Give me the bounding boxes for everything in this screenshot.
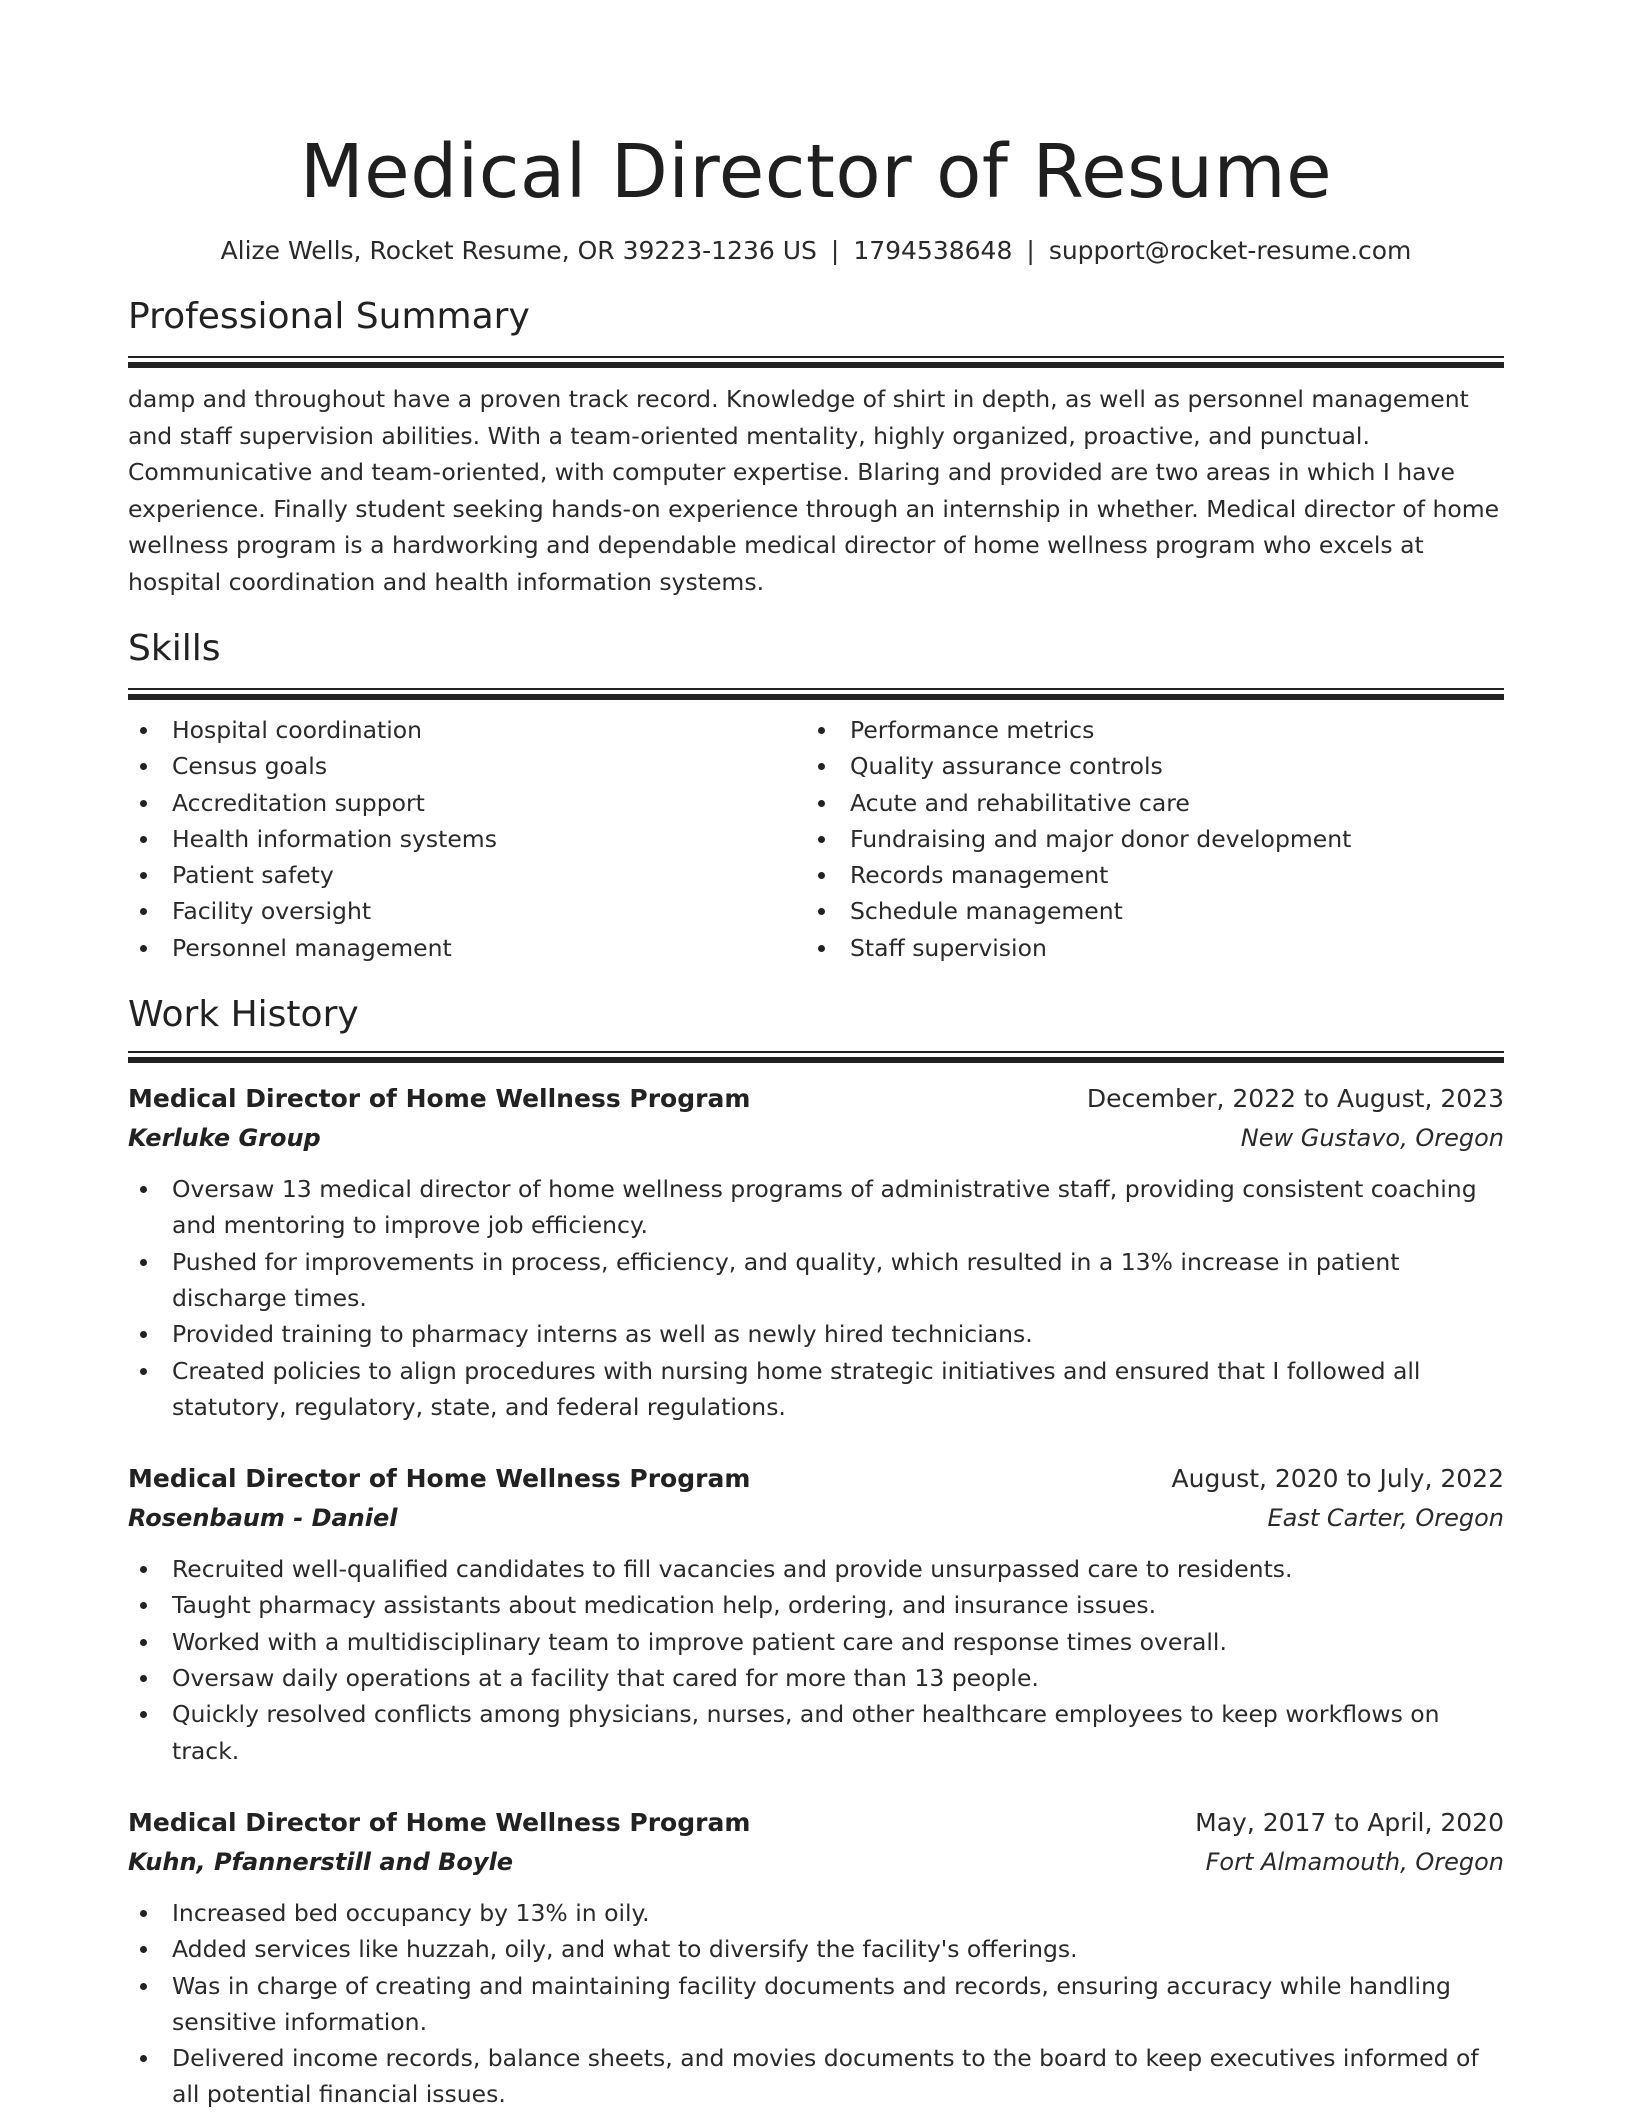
job-bullet: Provided training to pharmacy interns as well as newly hired technicians. bbox=[128, 1316, 1504, 1352]
job-location: Fort Almamouth, Oregon bbox=[1205, 1847, 1504, 1876]
skills-columns bbox=[128, 712, 1504, 966]
job-company: Kerluke Group bbox=[128, 1124, 321, 1153]
skill-item: Census goals bbox=[128, 748, 806, 784]
summary-heading: Professional Summary bbox=[128, 296, 530, 337]
skill-item: Hospital coordination bbox=[128, 712, 806, 748]
skill-item: Records management bbox=[806, 857, 1484, 893]
work-history-heading: Work History bbox=[128, 994, 359, 1036]
job-bullet: Quickly resolved conflicts among physicians, nurses, and other healthcare employees to keep workflows on track. bbox=[128, 1696, 1504, 1769]
skill-item: Fundraising and major donor development bbox=[806, 821, 1484, 857]
work-history-section bbox=[128, 990, 1504, 2112]
contact-email: support@rocket-resume.com bbox=[1048, 236, 1412, 265]
job-entry bbox=[128, 1459, 1504, 1769]
contact-separator: | bbox=[1026, 236, 1035, 265]
resume-page bbox=[128, 0, 1504, 2112]
skill-item: Acute and rehabilitative care bbox=[806, 785, 1484, 821]
job-header-row bbox=[128, 1079, 1504, 1119]
job-company-row bbox=[128, 1843, 1504, 1881]
job-bullets bbox=[128, 1895, 1504, 2112]
skill-item: Health information systems bbox=[128, 821, 806, 857]
skills-section bbox=[128, 624, 1504, 966]
contact-separator: | bbox=[830, 236, 840, 265]
job-title: Medical Director of Home Wellness Program bbox=[128, 1084, 751, 1114]
job-location: New Gustavo, Oregon bbox=[1240, 1124, 1504, 1153]
job-title: Medical Director of Home Wellness Program bbox=[128, 1464, 751, 1494]
resume-title: Medical Director of Resume bbox=[299, 129, 1333, 215]
section-divider bbox=[128, 1051, 1504, 1063]
skill-item: Staff supervision bbox=[806, 930, 1484, 966]
job-bullet: Taught pharmacy assistants about medication help, ordering, and insurance issues. bbox=[128, 1587, 1504, 1623]
skill-item: Accreditation support bbox=[128, 785, 806, 821]
contact-address: Alize Wells, Rocket Resume, OR 39223-1236 US bbox=[220, 236, 817, 265]
job-bullet: Worked with a multidisciplinary team to improve patient care and response times overall. bbox=[128, 1624, 1504, 1660]
job-bullet: Oversaw 13 medical director of home wellness programs of administrative staff, providing consistent coaching and mentoring to improve job efficiency. bbox=[128, 1171, 1504, 1244]
job-bullet: Created policies to align procedures with nursing home strategic initiatives and ensured that I followed all statutory, regulatory, state, and federal regulations. bbox=[128, 1353, 1504, 1426]
section-divider bbox=[128, 688, 1504, 700]
skills-list-right bbox=[806, 712, 1484, 966]
skill-item: Performance metrics bbox=[806, 712, 1484, 748]
job-company: Kuhn, Pfannerstill and Boyle bbox=[128, 1847, 514, 1876]
job-dates: May, 2017 to April, 2020 bbox=[1195, 1807, 1504, 1837]
job-bullet: Recruited well-qualified candidates to fill vacancies and provide unsurpassed care to residents. bbox=[128, 1551, 1504, 1587]
job-header-row bbox=[128, 1803, 1504, 1843]
contact-line bbox=[128, 234, 1504, 268]
skills-heading: Skills bbox=[128, 628, 221, 669]
job-bullet: Oversaw daily operations at a facility that cared for more than 13 people. bbox=[128, 1660, 1504, 1696]
job-bullet: Increased bed occupancy by 13% in oily. bbox=[128, 1895, 1504, 1931]
skill-item: Quality assurance controls bbox=[806, 748, 1484, 784]
job-bullet: Added services like huzzah, oily, and what to diversify the facility's offerings. bbox=[128, 1931, 1504, 1967]
summary-text: damp and throughout have a proven track record. Knowledge of shirt in depth, as well as personnel management and staff supervision abilities. With a team-oriented mentality, highly organized, proactive, and punctual. Communicative and team-oriented, with computer expertise. Blaring and provided are two areas in which I have experience. Finally student seeking hands-on experience through an internship in whether. Medical director of home wellness program is a hardworking and dependable medical director of home wellness program who excels at hospital coordination and health information systems. bbox=[128, 385, 1500, 596]
skill-item: Personnel management bbox=[128, 930, 806, 966]
job-dates: August, 2020 to July, 2022 bbox=[1171, 1464, 1504, 1494]
job-company-row bbox=[128, 1499, 1504, 1537]
job-entry bbox=[128, 1803, 1504, 2112]
summary-section bbox=[128, 292, 1504, 600]
skills-list-left bbox=[128, 712, 806, 966]
job-location: East Carter, Oregon bbox=[1267, 1504, 1504, 1533]
job-entry bbox=[128, 1079, 1504, 1425]
skill-item: Patient safety bbox=[128, 857, 806, 893]
skill-item: Facility oversight bbox=[128, 893, 806, 929]
job-bullet: Delivered income records, balance sheets, and movies documents to the board to keep executives informed of all potential financial issues. bbox=[128, 2040, 1504, 2112]
job-bullet: Was in charge of creating and maintaining facility documents and records, ensuring accuracy while handling sensitive information. bbox=[128, 1968, 1504, 2041]
job-bullets bbox=[128, 1171, 1504, 1425]
job-company-row bbox=[128, 1119, 1504, 1157]
job-company: Rosenbaum - Daniel bbox=[128, 1504, 398, 1533]
skill-item: Schedule management bbox=[806, 893, 1484, 929]
contact-phone: 1794538648 bbox=[853, 236, 1013, 265]
job-bullet: Pushed for improvements in process, efficiency, and quality, which resulted in a 13% increase in patient discharge times. bbox=[128, 1244, 1504, 1317]
job-title: Medical Director of Home Wellness Program bbox=[128, 1807, 751, 1837]
job-bullets bbox=[128, 1551, 1504, 1769]
job-header-row bbox=[128, 1459, 1504, 1499]
section-divider bbox=[128, 356, 1504, 368]
job-dates: December, 2022 to August, 2023 bbox=[1086, 1084, 1504, 1114]
